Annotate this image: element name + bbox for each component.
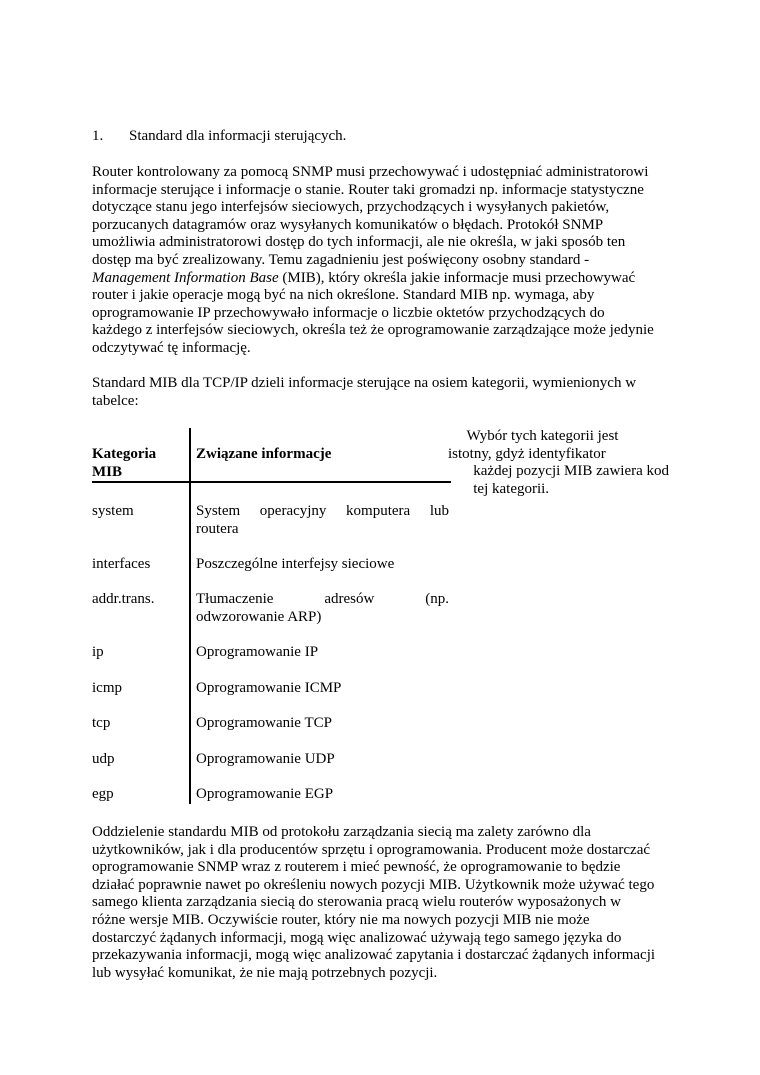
table-cell-category: system bbox=[92, 503, 134, 519]
table-cell-info bbox=[196, 591, 449, 626]
text-line: odczytywać tę informację. bbox=[92, 339, 251, 356]
table-cell-info: Oprogramowanie EGP bbox=[196, 786, 334, 802]
text-fragment: każdej pozycji MIB zawiera kod bbox=[462, 463, 670, 480]
paragraph-conclusion bbox=[92, 824, 668, 982]
table-cell-category: interfaces bbox=[92, 556, 151, 572]
text-line: router i jakie operacje mogą być na nich określone. Standard MIB np. wymaga, aby bbox=[92, 287, 595, 304]
text-line: każdego z interfejsów sieciowych, określa też że oprogramowanie zarządzające może jedynie bbox=[92, 322, 654, 339]
text-line: przekazywania informacji, mogą więc analizować zapytania i dostarczać żądanych informacji bbox=[92, 947, 656, 964]
paragraph-intro bbox=[92, 164, 668, 358]
table-cell-info: Oprogramowanie UDP bbox=[196, 751, 335, 767]
text-line: tej kategorii. bbox=[462, 480, 550, 497]
cell-line: routera bbox=[196, 520, 239, 537]
text-line: dostarczyć żądanych informacji, mogą więc analizować używają tego samego języka do bbox=[92, 929, 622, 946]
table-cell-category: icmp bbox=[92, 680, 122, 696]
table-cell-category: ip bbox=[92, 644, 104, 660]
text-line: Wybór tych kategorii jest bbox=[463, 428, 619, 444]
text-line: oprogramowanie IP przechowywało informacje o liczbie oktetów przychodzących do bbox=[92, 304, 605, 321]
section-number: 1. bbox=[92, 128, 104, 144]
cell-line: System operacyjny komputera lub bbox=[196, 503, 449, 519]
text-line: tabelce: bbox=[92, 392, 139, 409]
text-line: dotyczące stanu jego interfejsów sieciowych, przychodzących i wysyłanych pakietów, bbox=[92, 199, 610, 216]
section-title: Standard dla informacji sterujących. bbox=[129, 128, 347, 144]
text-line bbox=[92, 270, 668, 288]
table-cell-category: tcp bbox=[92, 715, 111, 731]
table-cell-info: Poszczególne interfejsy sieciowe bbox=[196, 556, 395, 572]
paragraph-table-intro bbox=[92, 375, 668, 410]
header-text: MIB bbox=[92, 463, 122, 480]
text-line: oprogramowanie SNMP wraz z routerem i mieć pewność, że oprogramowanie to będzie bbox=[92, 859, 621, 876]
header-text: Kategoria bbox=[92, 446, 157, 462]
text-fragment: (MIB), który określa jakie informacje musi przechowywać bbox=[278, 269, 636, 286]
table-cell-category: addr.trans. bbox=[92, 591, 155, 607]
table-cell-info: Oprogramowanie IP bbox=[196, 644, 319, 660]
table-cell-info: Oprogramowanie ICMP bbox=[196, 680, 342, 696]
text-line: dostęp ma być zrealizowany. Temu zagadnieniu jest poświęcony osobny standard - bbox=[92, 251, 590, 268]
text-line: samego klienta zarządzania siecią do sterowania pracą wielu routerów wyposażonych w bbox=[92, 894, 621, 911]
text-line: istotny, gdyż identyfikator bbox=[448, 445, 606, 462]
text-line: porzucanych datagramów oraz wysyłanych komunikatów o błędach. Protokół SNMP bbox=[92, 216, 604, 233]
text-line: różne wersje MIB. Oczywiście router, który nie ma nowych pozycji MIB nie może bbox=[92, 911, 590, 928]
text-line: Oddzielenie standardu MIB od protokołu zarządzania siecią ma zalety zarówno dla bbox=[92, 824, 591, 840]
text-line: działać poprawnie nawet po określeniu nowych pozycji MIB. Użytkownik może używać tego bbox=[92, 876, 655, 893]
text-line: Router kontrolowany za pomocą SNMP musi przechowywać i udostępniać administratorowi bbox=[92, 164, 649, 180]
cell-line: odwzorowanie ARP) bbox=[196, 608, 322, 625]
table-cell-info: Oprogramowanie TCP bbox=[196, 715, 332, 731]
text-line: użytkowników, jak i dla producentów sprzętu i oprogramowania. Producent może dostarczać bbox=[92, 841, 651, 858]
table-cell-category: egp bbox=[92, 786, 114, 802]
table-cell-category: udp bbox=[92, 751, 115, 767]
text-line bbox=[462, 463, 673, 481]
text-line: lub wysyłać komunikat, że nie mają potrzebnych pozycji. bbox=[92, 964, 438, 981]
side-note bbox=[448, 428, 673, 498]
table-column-divider bbox=[189, 428, 191, 804]
table-cell-info bbox=[196, 503, 449, 538]
text-line: informacje sterujące i informacje o stanie. Router taki gromadzi np. informacje statystyczne bbox=[92, 181, 644, 198]
mib-term-italic: Management Information Base bbox=[92, 269, 279, 286]
table-header-category bbox=[92, 446, 182, 481]
section-heading bbox=[92, 128, 692, 146]
table-header-rule bbox=[92, 481, 451, 483]
text-line: umożliwia administratorowi dostęp do tych informacji, ale nie określa, w jaki sposób ten bbox=[92, 234, 626, 251]
table-header-info: Związane informacje bbox=[196, 446, 332, 462]
cell-line: Tłumaczenie adresów (np. bbox=[196, 591, 449, 607]
text-line: Standard MIB dla TCP/IP dzieli informacje sterujące na osiem kategorii, wymienionych w bbox=[92, 375, 637, 391]
